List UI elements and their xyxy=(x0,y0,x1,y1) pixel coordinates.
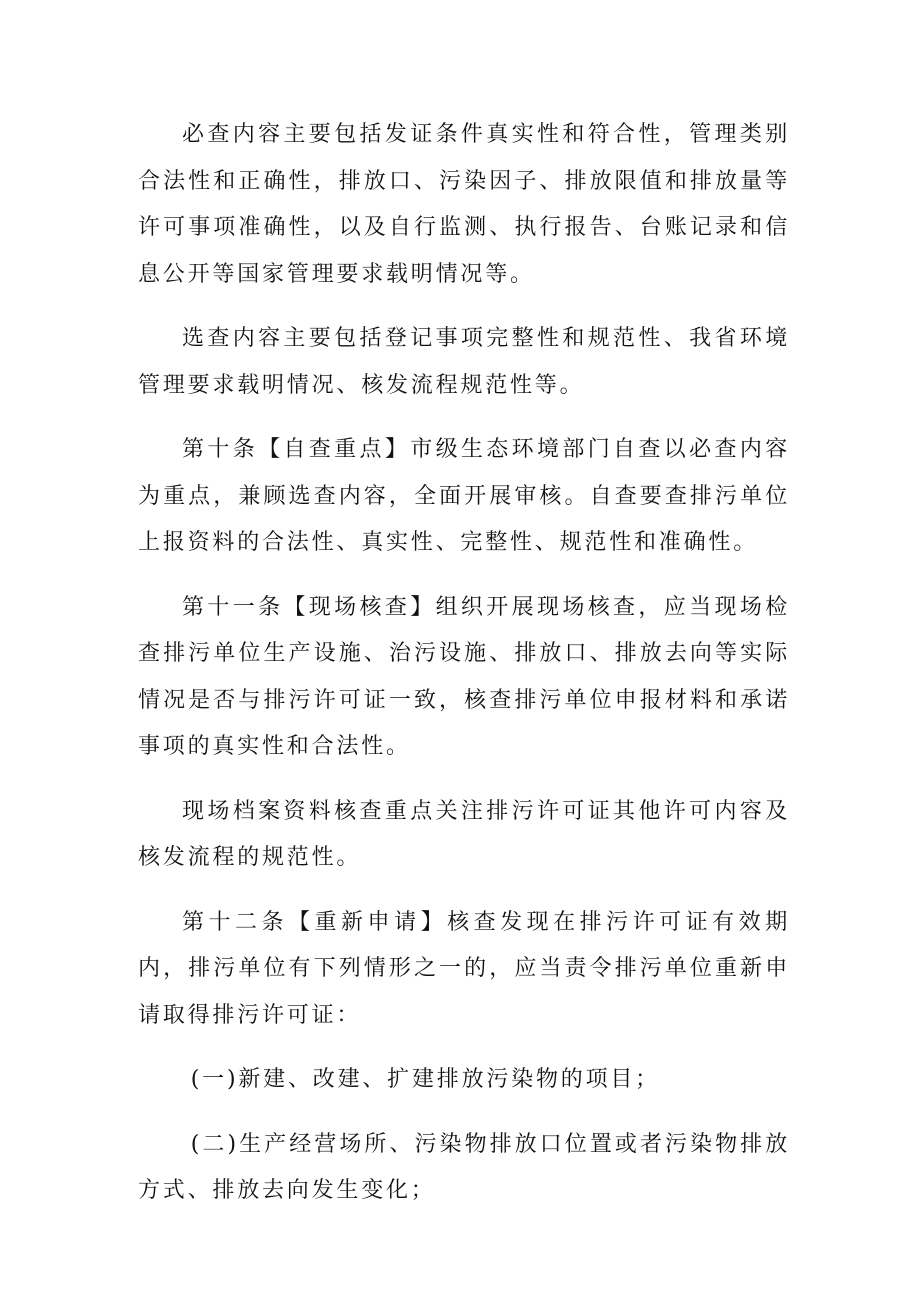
paragraph-article-12: 第十二条【重新申请】核查发现在排污许可证有效期内，排污单位有下列情形之一的，应当责令排污单位重新申请取得排污许可证： xyxy=(138,909,790,1028)
paragraph-article-10: 第十条【自查重点】市级生态环境部门自查以必查内容为重点，兼顾选查内容，全面开展审核。自查要查排污单位上报资料的合法性、真实性、完整性、规范性和准确性。 xyxy=(138,437,790,555)
paragraph-article-11: 第十一条【现场核查】组织开展现场核查，应当现场检查排污单位生产设施、治污设施、排放口、排放去向等实际情况是否与排污许可证一致，核查排污单位申报材料和承诺事项的真实性和合法性。 xyxy=(138,594,790,759)
paragraph-onsite-archives: 现场档案资料核查重点关注排污许可证其他许可内容及核发流程的规范性。 xyxy=(138,798,790,870)
list-item-2: (二)生产经营场所、污染物排放口位置或者污染物排放方式、排放去向发生变化； xyxy=(138,1131,790,1203)
paragraph-optional-checks: 选查内容主要包括登记事项完整性和规范性、我省环境管理要求载明情况、核发流程规范性等。 xyxy=(138,326,790,398)
list-item-1: (一)新建、改建、扩建排放污染物的项目； xyxy=(190,1067,660,1092)
paragraph-mandatory-checks: 必查内容主要包括发证条件真实性和符合性，管理类别合法性和正确性，排放口、污染因子、排放限值和排放量等许可事项准确性，以及自行监测、执行报告、台账记录和信息公开等国家管理要求载明情况等。 xyxy=(138,122,790,287)
document-body xyxy=(138,112,790,1233)
